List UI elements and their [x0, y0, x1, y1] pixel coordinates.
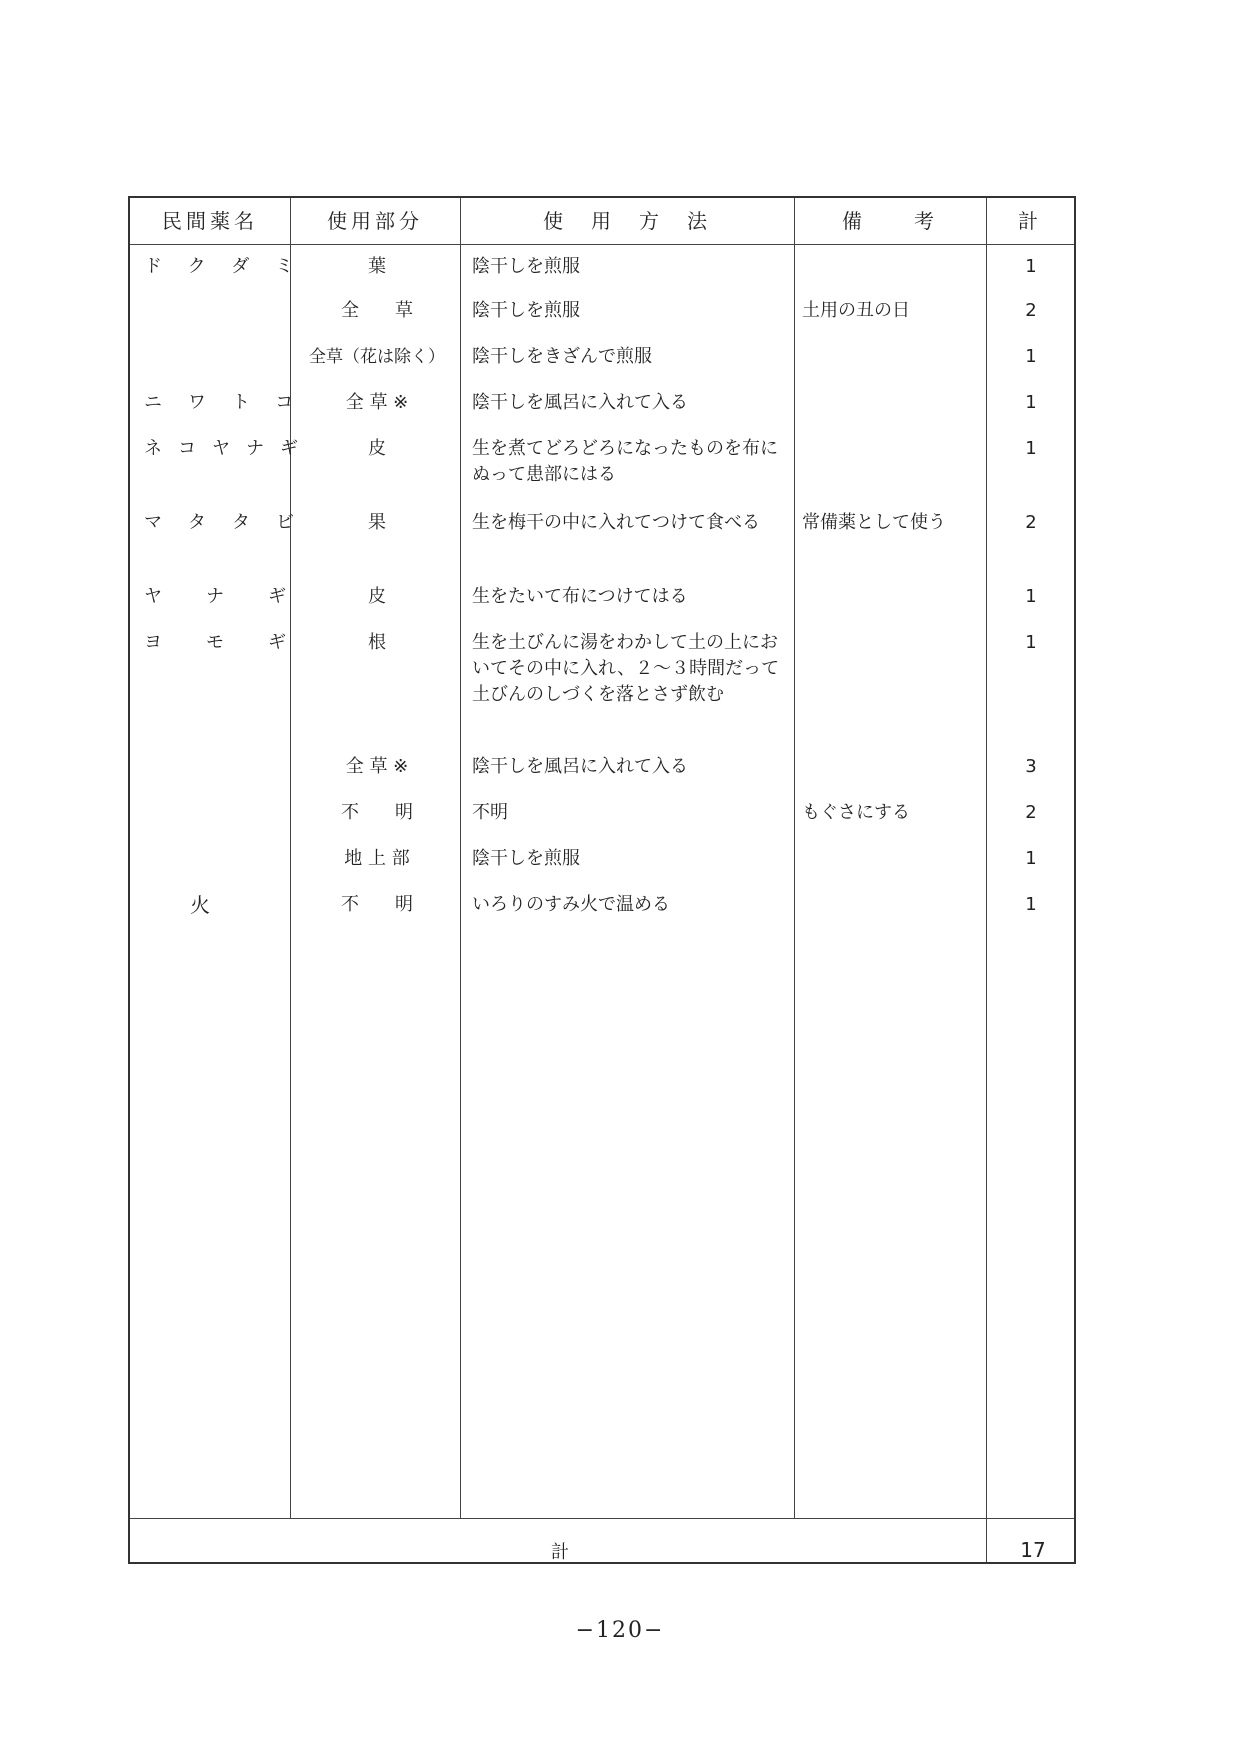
row-count: 3	[1025, 756, 1037, 777]
row-method: いろりのすみ火で温める	[472, 894, 670, 915]
header-divider	[130, 244, 1074, 245]
column-divider	[794, 198, 795, 1518]
row-method: 生を煮てどろどろになったものを布にぬって患部にはる	[472, 438, 778, 485]
row-name: ヨモギ	[144, 632, 330, 653]
row-name: ニワトコ	[144, 392, 320, 413]
row-part: 全草（花は除く）	[309, 347, 445, 367]
total-divider	[130, 1518, 1074, 1519]
column-divider	[986, 198, 987, 1562]
row-note: もぐさにする	[802, 802, 910, 823]
row-method: 陰干しをきざんで煎服	[472, 346, 652, 367]
row-method: 陰干しを煎服	[472, 848, 580, 869]
row-method: 陰干しを風呂に入れて入る	[472, 392, 688, 413]
row-part: 根	[368, 632, 386, 653]
row-count: 1	[1025, 256, 1037, 277]
row-part: 果	[368, 512, 386, 533]
row-count: 2	[1025, 512, 1037, 533]
row-method: 生を土びんに湯をわかして土の上においてその中に入れ、２〜３時間だって土びんのしづくを落とさず飲む	[472, 632, 780, 705]
header-note: 備 考	[842, 209, 938, 233]
row-part: 不 明	[341, 802, 413, 823]
row-count: 1	[1025, 438, 1037, 459]
row-part: 葉	[368, 256, 386, 277]
total-label: 計	[551, 1542, 569, 1563]
row-method: 陰干しを風呂に入れて入る	[472, 756, 688, 777]
total-value: 17	[1020, 1538, 1046, 1562]
row-method: 陰干しを煎服	[472, 300, 580, 321]
row-part: 全 草 ※	[345, 392, 409, 413]
row-part: 皮	[368, 586, 386, 607]
row-name: マタタビ	[144, 512, 320, 533]
header-count: 計	[1018, 209, 1042, 233]
row-count: 2	[1025, 300, 1037, 321]
row-part: 全 草	[341, 300, 413, 321]
folk-medicine-table	[128, 196, 1076, 1564]
page-number: −120−	[575, 1618, 665, 1643]
row-count: 1	[1025, 894, 1037, 915]
row-note: 常備薬として使う	[802, 512, 946, 533]
row-name: ネコヤナギ	[144, 438, 314, 459]
row-name: 火	[190, 893, 210, 917]
row-count: 2	[1025, 802, 1037, 823]
row-count: 1	[1025, 632, 1037, 653]
row-part: 不 明	[341, 894, 413, 915]
row-part: 地 上 部	[344, 848, 410, 869]
row-part: 全 草 ※	[345, 756, 409, 777]
row-count: 1	[1025, 346, 1037, 367]
row-method: 生を梅干の中に入れてつけて食べる	[472, 512, 760, 533]
row-method: 陰干しを煎服	[472, 256, 580, 277]
row-part: 皮	[368, 438, 386, 459]
header-method: 使 用 方 法	[543, 209, 711, 233]
column-divider	[460, 198, 461, 1518]
header-part: 使用部分	[327, 209, 423, 233]
row-count: 1	[1025, 848, 1037, 869]
row-note: 土用の丑の日	[802, 300, 910, 321]
row-name: ドクダミ	[144, 256, 320, 277]
row-method: 生をたいて布につけてはる	[472, 586, 688, 607]
row-method: 不明	[472, 802, 508, 823]
row-count: 1	[1025, 586, 1037, 607]
row-name: ヤナギ	[144, 586, 330, 607]
row-count: 1	[1025, 392, 1037, 413]
header-name: 民間薬名	[162, 209, 258, 233]
